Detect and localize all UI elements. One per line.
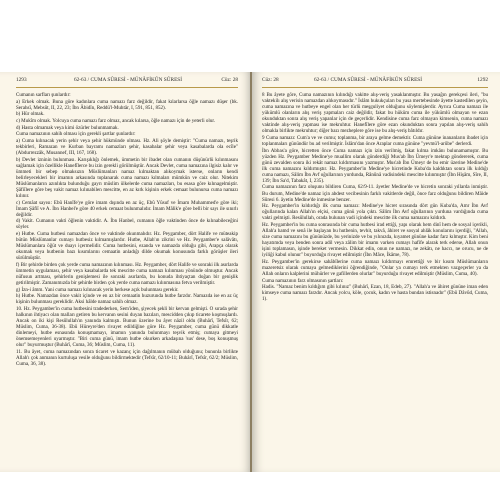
paragraph: 9 Cuma namazı: Cum'a ve ve cumu; toplanma, bir araya gelme demektir. Cuma gününe inananların ibadet için toplanmaları günündür bu ad verilmiştir. İslâm'dan önce Araplar cuma gününe "yevmü'l-arûbe" derlerdi. <box>262 134 488 147</box>
paragraph: b) Devlet izninin bulunması. Karışıklığı önlemek, ümmetin bir ibadet olan cumanın düşünürlü kılınmasını sağlamak için özellikle Hanefîlerce bu izin gerekli görülmüştür. Ancak Devlet, cuma namazına ilgisiz kalır ve ümmeti bir sebep olmaksızın Müslümanları namaz kılmaktan alıkoymak isterse, onların kendi belirleyecekleri bir imamın arkasında toplanarak cuma namazı kılmaları mümkün ve caiz olur. Nitekim Müslümanların azınlıkta bulunduğu gayrı müslim ülkelerde cuma namazları, bu esasa göre kılınagelmiştir. Şâfiîlere göre beş vakit namaz kılınabilen mescitte, en az kırk kişinin erkek cemaat bulunursa cuma namazı kılınır. <box>16 156 238 199</box>
paragraph: Cuma namazının farz oluşunu bildiren Cuma, 62/9-11. âyetler Medine'de ve hicretin sonraki yıllarda inmiştir. Bu durum, Medine'de namaz için abdest vecibesinin farklı vakitlerde değil, önce farz olduğunu bildiren Mâide Sûresi 6. âyetin Medine'de inmesine benzer. <box>262 184 488 203</box>
running-title-right: 62-63 / CUMA SÛRESİ - MÜNÂFİKÛN SÛRESİ <box>314 77 423 83</box>
paragraph: Cumanın sarfları şunlardır: <box>16 92 71 98</box>
paragraph: 11. Bu âyet, cuma namazından sonra ticaret ve kazanç için dağılmanın mübah olduğunu; bununla birlikte Allah'ı çok anmanın kurtuluşa vesile olduğunu bildirmektedir (Tefsîr, 62/10-11; Buhârî, Tefsîr, 62/2; Müslim, Cuma, 36, 38). <box>16 348 238 367</box>
paragraph: d) Hasta olmamak veya kimi özürler bulunmamak. <box>16 124 119 131</box>
right-page-body <box>262 92 488 303</box>
paragraph: Hz. Peygamber'in bu cuma sonrasında bir cuma hutbesi irad ettiği, yapı olarak hem dinî hem de sosyal içerikli, Allah'a hamd ve senâ ile başlayan bu hutbenin, tevhit, takvâ, âhiret ve sosyal ahlâk konularını içerdiği, "Allah, size cuma namazını bu gününüzde, bu yerinizde ve bu yılınızda, kıyamet gününe kadar farz kılmıştır. Kim beni hayatımda veya benden sonra adil veya zâlim bir imamı varken cumayı hafife alarak terk ederse, Allah onun işini toplamasın, işinde bereket vermesin. Dikkat edin, onun ne namazı, ne zekâtı, ne haccı, ne orucu, ne de iyiliği kabul olunur" buyurduğu rivayet edilmiştir (İbn Mâce, İkâme, 78). <box>262 221 488 259</box>
right-page <box>252 72 500 472</box>
part-label-left: Cüz: 28 <box>221 77 238 83</box>
paragraph: 10. Hz. Peygamber'in cuma hutbesini tradederken, Sem'iden, şiyecek şekli bir kervan gelmişti. O sırada şehir halkının ihtiyacı olan malları getiren bu kervanın sesini duyan bazıları, mescidden çıkıp ticarete koşmuşlardı. Ancak on iki kişi Resûlullah'ın yanında kalmıştı. Bunun üzerine bu âyet nâzil oldu (Buhârî, Tefsîr, 62; Müslim, Cuma, 36-38). Ebû Hüreyre'den rivayet edildiğine göre Hz. Peygamber, cuma günü dikkatle dinlemeyi, hutbe esnasında konuşmamayı, imamın yanında bulunmayı teşvik etmiş; cumaya gitmeyi önemsemeyenleri uyarmıştır. "Biri cuma günü, imam hutbe okurken arkadaşına 'sus' dese, boş konuşmuş olur" buyurmuştur (Buhârî, Cuma, 36; Müslim, Cuma, 11). <box>16 305 238 349</box>
header-rule-right <box>262 87 488 88</box>
paragraph: a) Erkek olmak. Buna göre kadınlara cuma namazı farz değildir, fakat kılarlarsa öğle namazı düşer (bk. Serahsî, Mebsût, II, 22, 23; İbn Âbidîn, Reddü'l-Muhtâr, I, 591, 851, 852). <box>16 98 238 111</box>
paragraph: Hz. Peygamber'in gerekirse sahâbîlerine cuma namazı kıldırmayı emrettiği ve bir kısım Müslümanların mazeretsiz olarak cumaya gelmediklerini öğrendiğinde, "Onlar ya cumayı terk etmekten vazgeçerler ya da Allah onların kalplerini mühürler ve gafillerden olurlar" buyurduğu rivayet edilmiştir (Müslim, Cuma, 40). <box>262 258 488 277</box>
paragraph: e) Hutbe. Cuma hutbesi namazdan önce ve vaktinde okunmalıdır. Hz. Peygamber, dört Halife ve müteakip bütün Müslümanlar cumayı hutbesiz kılmamışlardır. Hutbe, Allah'ın zikrini ve Hz. Peygamber'e salâvâtı, Müslümanlara öğüt ve duayı içermelidir. Cuma hutbesini, ezanda ve namazda olduğu gibi, Arapça olarak okumak veya hutbenin bazı kısımlarını cemaatin anladığı dilde okumak konusunda farklı görüşler ileri sürülmüştür. <box>16 230 238 262</box>
paragraph: c) Mukîm olmak. Yolcuya cuma namazı farz olmaz, ancak kılarsa, öğle namazı için de yeterli olur. <box>16 117 216 124</box>
paragraph: g) İzn-i âmm. Yani cuma namazı kılınacak yerin herkese açık bulunması gerekir. <box>16 286 179 293</box>
page-number-right: 1292 <box>477 77 488 83</box>
left-page-header <box>16 77 238 87</box>
paragraph: Hz. Peygamber'in kıldırdığı ilk cuma namazı: Medine'ye hicret sırasında dört gün Kuba'da, Amr İbn Avf oğullarında kalan Allah'ın elçisi, cuma günü yola çıktı. Sâlim İbn Avf oğullarının yurduna vardığında cuma vakti gelmişti. Resûlullah, orada bulunan vadi içindeki mescitte ilk cuma namazını kıldırdı. <box>262 203 488 222</box>
header-rule-left <box>16 87 238 88</box>
paragraph: c) Cemâat sayısı: Ebû Hanîfe'ye göre imam dışında en az üç, Ebû Yûsuf ve İmam Muhammed'e göre iki; İmam Şâfiî ve A. İbn Hanbel'e göre 40 erkek cemaat bulunmalıdır. İmam Mâlik'e göre belli bir sayı ile sınırlı değildir. <box>16 199 238 218</box>
paragraph: Cuma namazının sahih olması için gerekli şartlar şunlardır: <box>16 131 136 138</box>
page-number-left: 1293 <box>16 77 27 83</box>
paragraph: h) Hutbe. Namazdan önce vakit içinde ve en az bir cemaatin huzurunda hutbe farzdır. Namazda ise en az üç kişinin bulunması gereklidir. Aksi hâlde namaz sahih olmaz. <box>16 293 238 306</box>
paragraph: Hadis. "Namaz benim kıldığım gibi kılınız" (Buhârî, Ezan, 18, Edeb, 27). "Allah'a ve âhiret gününe iman eden kimseye cuma namazı farzdır. Ancak yolcu, köle, çocuk, kadın ve hasta bundan istisnadır" (Ebû Dâvûd, Cuma, 1). <box>262 284 488 303</box>
paragraph: 8 Bu âyete göre, Cuma namazının kılındığı vakitte alış-veriş yasaklanmıştır. Bu yasağın gerekçesi ileri, "bu vaktekilı alış verisin namazdan alıkoymasıdır." İslâm hukukçuları bu yasa mertebesinde âyette kastedilen şeyin, cuma namazına ve hutbeye engel olan her türlü meşguliyet olduğunu söylemişlerdir. Ayrıca Cuma namazı ile yükümlü olanların alış veriş yapmaları caiz değildir, fakat bu hüküm cuma ile yükümlü olmayan ve ezan okunduktan sonra alış veriş yapanlar için de geçerlidir. Kendisine cuma farz olmayan kimsenin, cuma namazı vaktinde alış-veriş yapması ise mekruhtur. Hanefîlere göre ezan okunduktan sonra yapılan alış-veriş sahih olmakla birlikte mekruhtur; diğer bazı mezheplere göre ise bu alış-veriş bâtıldır. <box>262 92 488 135</box>
paragraph: f) Bir şehirde birden çok yerde cuma namazının kılınması. Hz. Peygamber, dört Halife ve sonraki ilk asırlarda ümmetin uygulaması, şehir veya kasabalarda tek mescitte cuma namazı kılınması yönünde olmuştur. Ancak nüfusun artması, şehirlerin genişlemesi ile sonraki asırlarda, bu konuda ihtiyaçtan doğan bir genişlik getirilmiştir. Zamanımızda bir şehirde birden çok yerde cuma namazı kılınmasına fetva verilmiştir. <box>16 261 238 286</box>
paragraph: d) Vakit. Cumanın vakti öğlenin vaktidir. A. İbn Hanbel, cumanın öğle vaktinden önce de kılınabileceğini söyler. <box>16 218 238 231</box>
paragraph: a) Cuma kılınacak yerin şehir veya şehir hükmünde olması. Hz. Ali şöyle demiştir: "Cuma namazı, teşrik tekbirleri, Ramazan ve Kurban bayramı namazları şehir, kasabalar şehir veya kasabalarda ola ecîle" (Abdurrezzâk, Musannef, III, 167, 168). <box>16 137 238 156</box>
paragraph: b) Hür olmak. <box>16 111 45 118</box>
left-page-body <box>16 92 238 368</box>
paragraph: İbn Abbas'a göre, hicretten önce Cuma namazı için izin verilmiş, fakat kılma imkânı bulunamamıştır. Bu yüzden Hz. Peygamber Medine'ye muallim olarak gönderdiği Mus'ab İbn Ümeyr'e mektup göndererek, cuma günü zevalden sonra iki rekât namaz kıldırmasını yazmıştır. Mus'ab İbn Ümeyr de bu emir üzerine Medine'de ilk cuma namazını kıldırmıştır. Hz. Peygamber'in Medine'ye hicretinde Kuba'da kaldıktan sonra ilk kıldığı cuma namazı, Sâlim İbn Avf oğullarının yurdunda, Rânûnâ vadisindeki mescitte kılınmıştır (İbn Hişâm, Sîre, II, 139; İbn Sa'd, Tabakât, I, 235). <box>262 147 488 184</box>
paragraph: Cuma namazının farz olmasının şartları: <box>262 277 344 284</box>
right-page-header <box>262 77 488 87</box>
running-title-left: 62-63 / CUMA SÛRESİ - MÜNÂFİKÛN SÛRESİ <box>74 77 183 83</box>
left-page <box>0 72 252 472</box>
part-label-right: Cüz: 28 <box>262 77 279 83</box>
